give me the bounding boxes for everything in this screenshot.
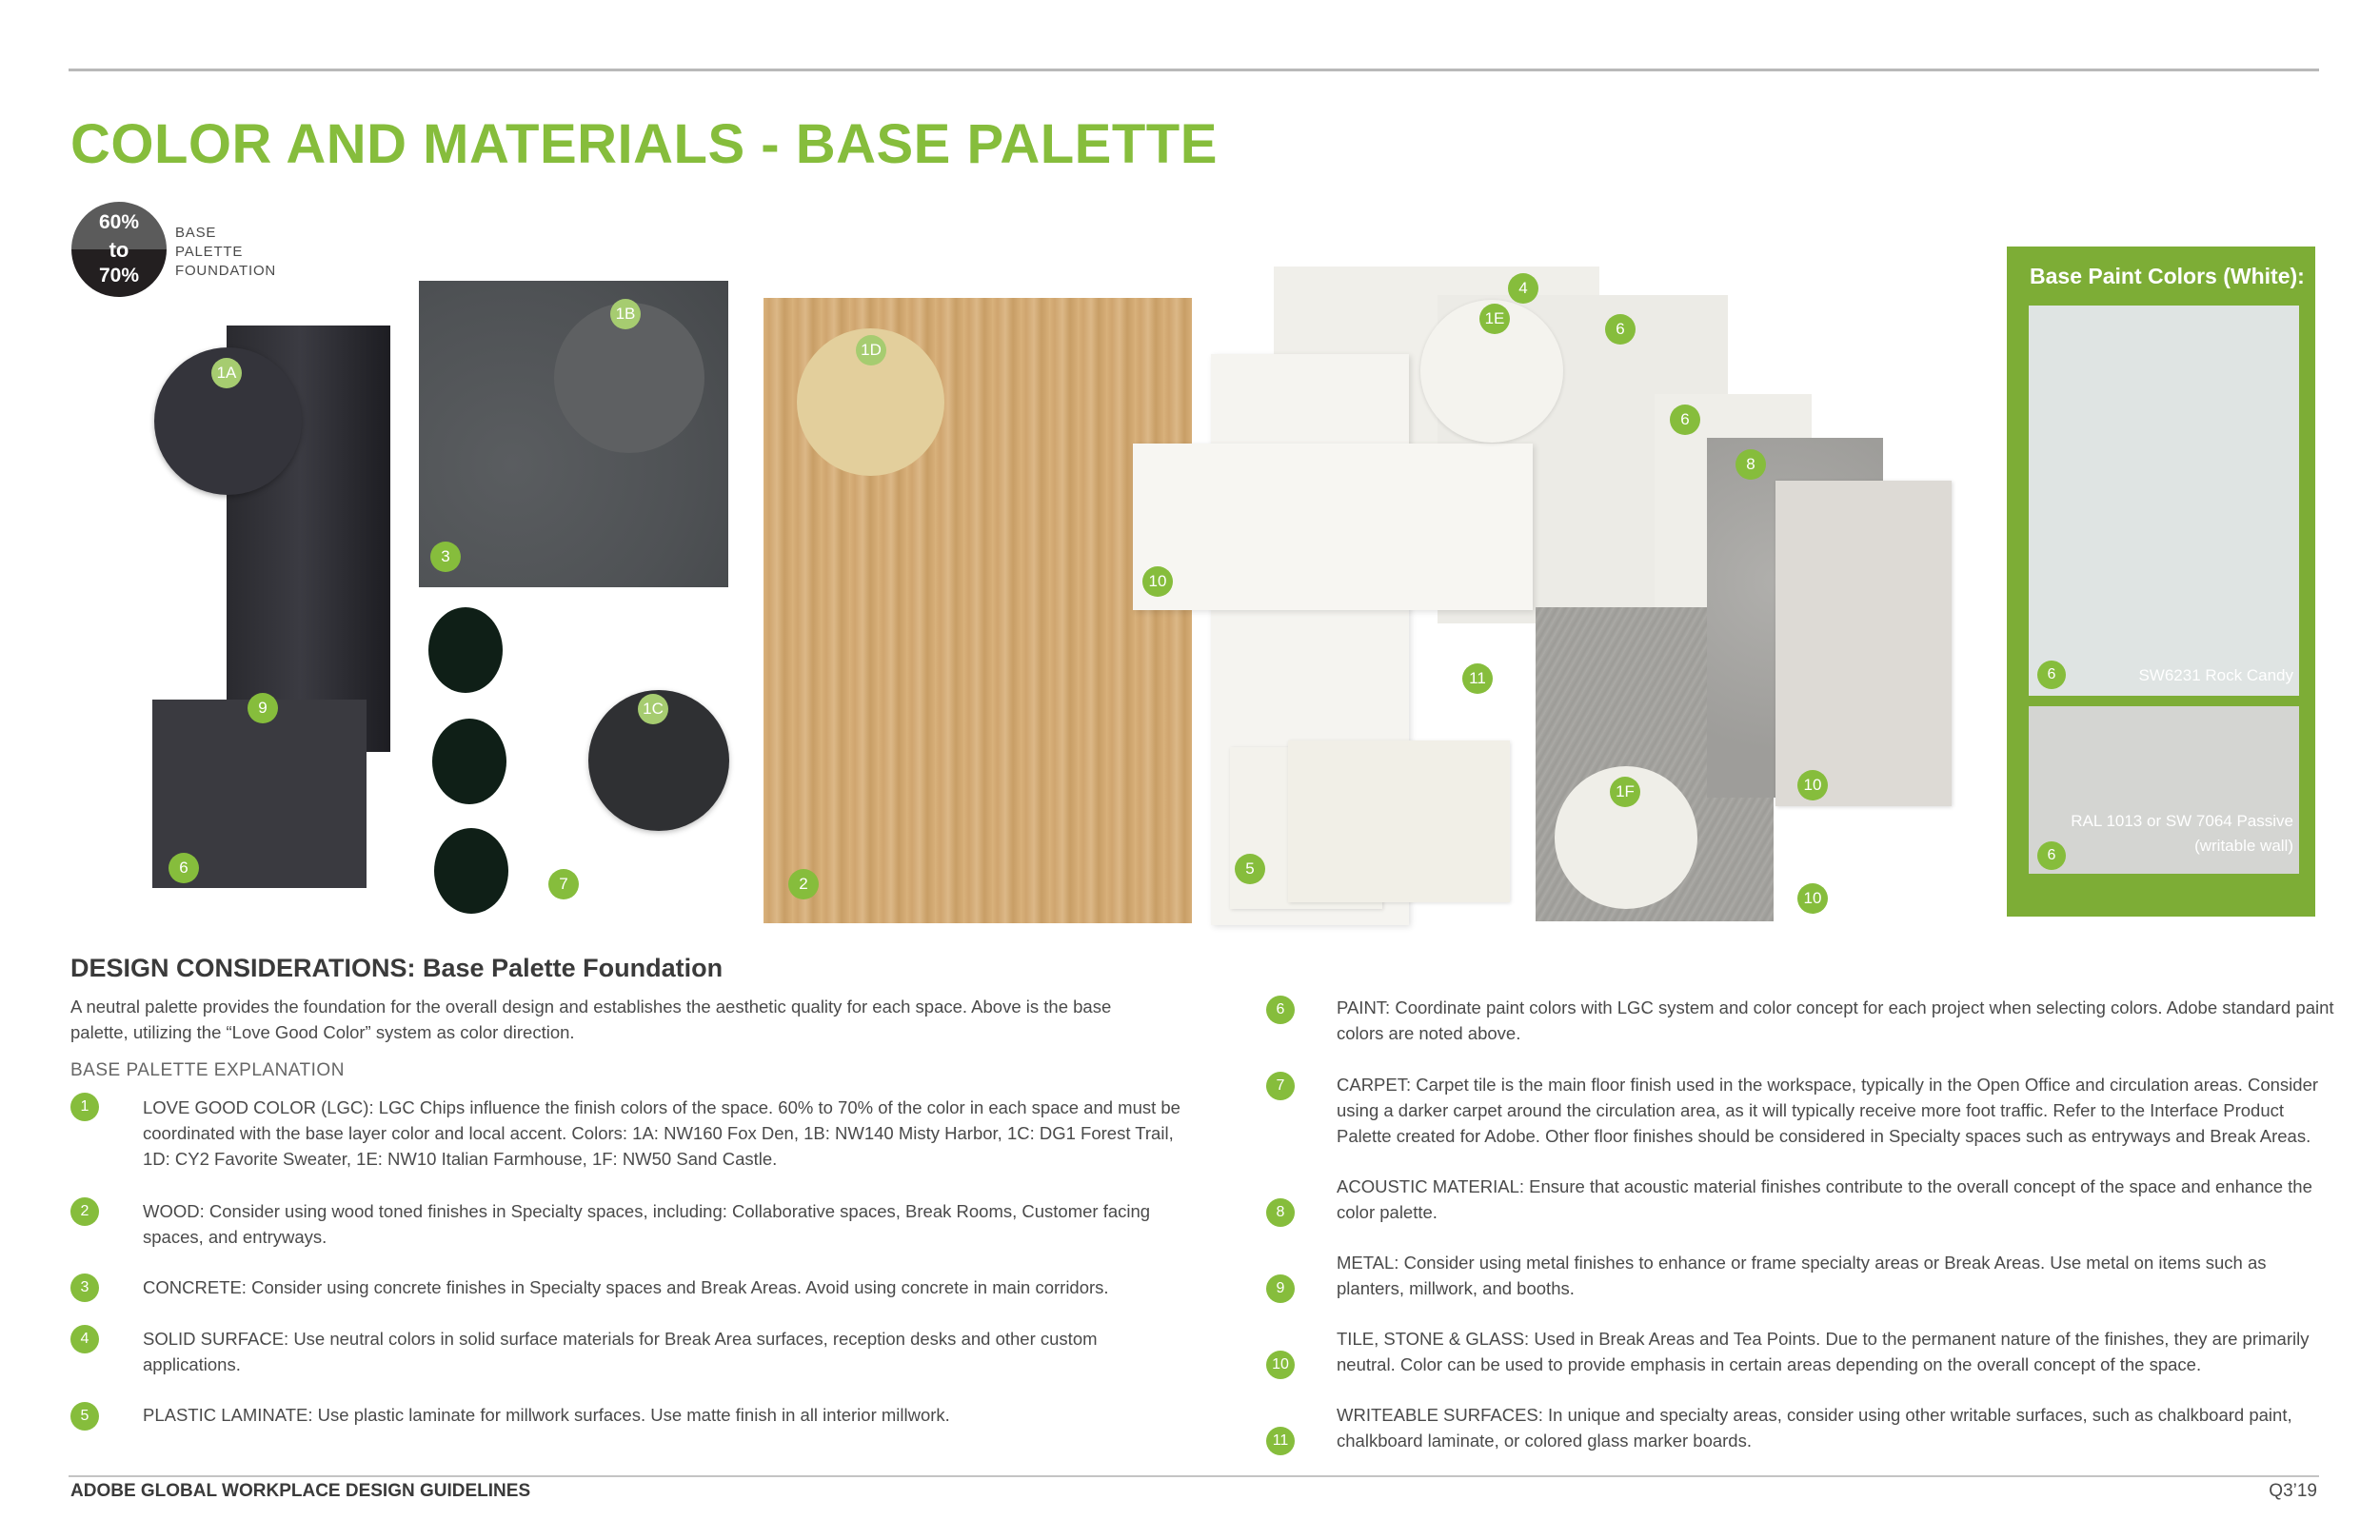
item-text-9: METAL: Consider using metal finishes to enhance or frame specialty areas or Break Areas. Use metal on items such as planters, millwork, and booths. [1337, 1253, 2267, 1298]
item-number-5: 5 [70, 1402, 99, 1431]
item-number-1: 1 [70, 1093, 99, 1121]
item-text-8: ACOUSTIC MATERIAL: Ensure that acoustic material finishes contribute to the overall concept of the space and enhance the color palette. [1337, 1176, 2312, 1222]
tag-11: 11 [1462, 663, 1493, 694]
badge-label: BASE PALETTE FOUNDATION [175, 225, 277, 279]
tag-1f: 1F [1610, 777, 1640, 807]
design-considerations-heading: DESIGN CONSIDERATIONS: Base Palette Foundation [70, 954, 724, 982]
page-title: COLOR AND MATERIALS - BASE PALETTE [70, 113, 1218, 175]
tag-6b: 6 [1670, 405, 1700, 435]
tag-9: 9 [248, 693, 278, 723]
item-text-10: TILE, STONE & GLASS: Used in Break Areas and Tea Points. Due to the permanent nature of the finishes, they are primarily neutral. Color can be used to provide emphasis in certain areas depending on the overall concept of the space. [1337, 1329, 2310, 1374]
tag-10a: 10 [1142, 566, 1173, 597]
bottom-rule [69, 1475, 2319, 1477]
item-text-6: PAINT: Coordinate paint colors with LGC system and color concept for each project when selecting colors. Adobe standard paint colors are noted above. [1337, 997, 2334, 1043]
glass-tile [1775, 481, 1952, 806]
swatch-label: SW6231 Rock Candy [2138, 666, 2293, 684]
carpet-sample-1 [428, 607, 503, 693]
laminate-chip-2 [1288, 740, 1510, 902]
paint-panel-title: Base Paint Colors (White): [2030, 264, 2305, 288]
item-text-5: PLASTIC LAMINATE: Use plastic laminate for millwork surfaces. Use matte finish in all interior millwork. [143, 1405, 950, 1425]
ratio-bottom: 70% [98, 265, 140, 286]
carpet-sample-2 [432, 719, 506, 804]
item-text-1: LOVE GOOD COLOR (LGC): LGC Chips influence the finish colors of the space. 60% to 70% of the color in each space and must be coordinated with the base layer color and local accent. Colors: 1A: NW160 Fox Den, 1B: NW140 Misty Harbor, 1C: DG1 Forest Trail, 1D: CY2 Favorite Sweater, 1E: NW10 Italian Farmhouse, 1F: NW50 Sand Castle. [143, 1097, 1180, 1169]
tag-10c: 10 [1797, 883, 1828, 914]
tag-3: 3 [430, 542, 461, 572]
tag-1c: 1C [638, 694, 668, 724]
swatch-tag: 6 [2037, 661, 2066, 689]
item-number-3: 3 [70, 1273, 99, 1302]
paint-colors-panel [2007, 247, 2315, 917]
tag-6c: 6 [169, 853, 199, 883]
paint-swatch-rock-candy [2029, 306, 2299, 696]
tag-7: 7 [548, 869, 579, 899]
item-number-10: 10 [1266, 1351, 1295, 1379]
item-number-6: 6 [1266, 996, 1295, 1024]
item-number-8: 8 [1266, 1198, 1295, 1227]
top-rule [69, 69, 2319, 71]
tag-5: 5 [1235, 854, 1265, 884]
item-number-9: 9 [1266, 1274, 1295, 1303]
footer-date: Q3’19 [2269, 1481, 2317, 1501]
tag-8: 8 [1735, 449, 1766, 480]
swatch-tag: 6 [2037, 841, 2066, 870]
item-number-11: 11 [1266, 1427, 1295, 1455]
item-text-11: WRITEABLE SURFACES: In unique and specialty areas, consider using other writable surfaces, such as chalkboard paint, chalkboard laminate, or colored glass marker boards. [1337, 1405, 2292, 1451]
intro-paragraph: A neutral palette provides the foundation for the overall design and establishes the aesthetic quality for each space. Above is the base palette, utilizing the “Love Good Color” system as color direction. [70, 997, 1112, 1042]
explanation-subheading: BASE PALETTE EXPLANATION [70, 1060, 345, 1080]
item-number-7: 7 [1266, 1072, 1295, 1100]
tag-6a: 6 [1605, 314, 1636, 345]
item-text-7: CARPET: Carpet tile is the main floor finish used in the workspace, typically in the Open Office and circulation areas. Consider using a darker carpet around the circulation area, as it will typically receive more foot traffic. Refer to the Interface Product Palette created for Adobe. Other floor finishes should be considered in Specialty spaces such as entryways and Break Areas. [1337, 1075, 2319, 1146]
item-text-3: CONCRETE: Consider using concrete finishes in Specialty spaces and Break Areas. Avoid using concrete in main corridors. [143, 1277, 1109, 1297]
tag-1d: 1D [856, 335, 886, 365]
tag-10b: 10 [1797, 770, 1828, 800]
footer-title: ADOBE GLOBAL WORKPLACE DESIGN GUIDELINES [70, 1481, 531, 1501]
tag-4: 4 [1508, 273, 1538, 304]
material-board [143, 267, 1971, 923]
item-text-2: WOOD: Consider using wood toned finishes in Specialty spaces, including: Collaborative spaces, Break Rooms, Customer facing spaces, and entryways. [143, 1201, 1151, 1247]
item-number-2: 2 [70, 1197, 99, 1226]
item-number-4: 4 [70, 1325, 99, 1353]
carpet-sample-3 [434, 828, 508, 914]
solid-surface-cross-h [1133, 444, 1533, 610]
swatch-label: RAL 1013 or SW 7064 Passive (writable wall) [2071, 812, 2293, 855]
tag-1a: 1A [211, 358, 242, 388]
tag-1e: 1E [1479, 304, 1510, 334]
tag-2: 2 [788, 869, 819, 899]
ratio-middle: to [109, 238, 129, 262]
item-text-4: SOLID SURFACE: Use neutral colors in solid surface materials for Break Area surfaces, reception desks and other custom applications. [143, 1329, 1098, 1374]
paint-swatch-passive [2029, 706, 2299, 874]
ratio-top: 60% [98, 211, 140, 233]
tag-1b: 1B [610, 299, 641, 329]
